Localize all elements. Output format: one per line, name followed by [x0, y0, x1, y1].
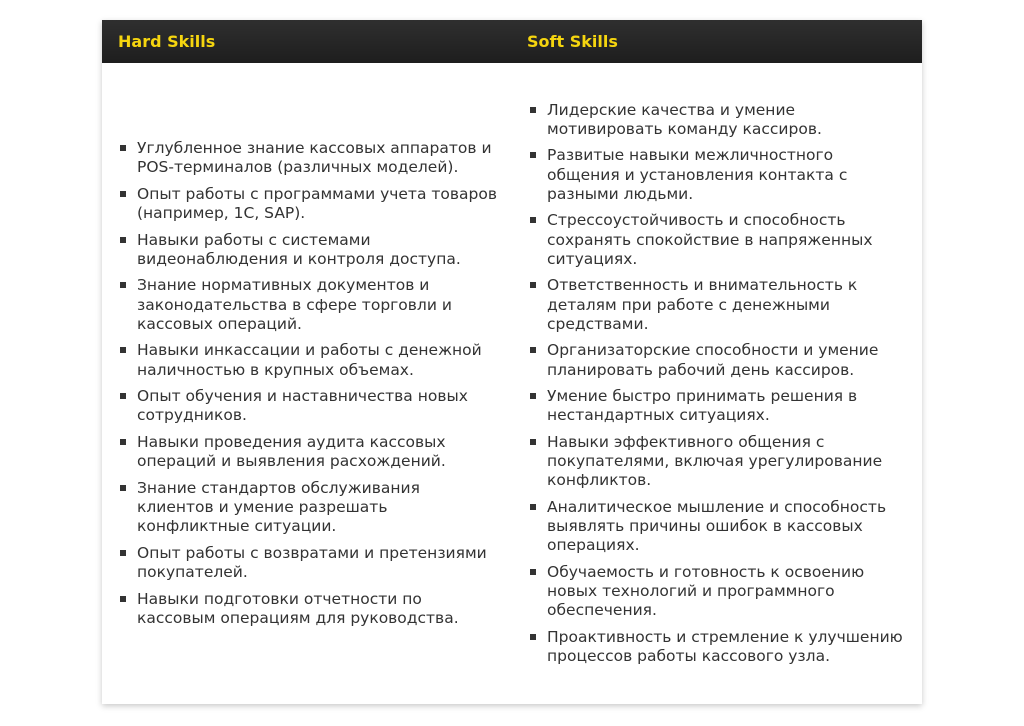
square-bullet-icon: [530, 152, 536, 158]
square-bullet-icon: [530, 504, 536, 510]
list-item-text: Опыт работы с возвратами и претензиями покупателей.: [137, 543, 487, 581]
list-item-text: Навыки подготовки отчетности по кассовым операциям для руководства.: [137, 589, 459, 627]
list-item: [118, 590, 498, 628]
list-item-text: Навыки инкассации и работы с денежной наличностью в крупных объемах.: [137, 341, 482, 379]
list-item-text: Развитые навыки межличностного общения и установления контакта с разными людьми.: [547, 146, 848, 203]
square-bullet-icon: [530, 107, 536, 113]
square-bullet-icon: [530, 217, 536, 223]
list-item-text: Опыт работы с программами учета товаров (например, 1С, SAP).: [137, 184, 497, 222]
list-item: [118, 185, 498, 223]
square-bullet-icon: [530, 282, 536, 288]
list-item-text: Знание стандартов обслуживания клиентов и умение разрешать конфликтные ситуации.: [137, 478, 420, 536]
list-item-text: Стрессоустойчивость и способность сохранять спокойствие в напряженных ситуациях.: [547, 211, 873, 268]
square-bullet-icon: [530, 347, 536, 353]
list-item: [118, 387, 498, 425]
list-item-text: Навыки эффективного общения с покупателями, включая урегулирование конфликтов.: [547, 432, 883, 490]
square-bullet-icon: [530, 439, 536, 445]
list-item-text: Обучаемость и готовность к освоению новых технологий и программного обеспечения.: [547, 562, 865, 620]
list-item: [528, 341, 908, 379]
square-bullet-icon: [530, 634, 536, 640]
list-item: [528, 433, 908, 491]
soft-skills-column: [528, 63, 908, 704]
list-item: [528, 211, 908, 269]
square-bullet-icon: [120, 191, 126, 197]
list-item-text: Навыки проведения аудита кассовых операций и выявления расхождений.: [137, 432, 446, 471]
list-item-text: Умение быстро принимать решения в нестандартных ситуациях.: [547, 387, 858, 425]
square-bullet-icon: [120, 282, 126, 288]
table-header: [102, 20, 922, 63]
hard-skills-list: [118, 139, 498, 628]
list-item: [528, 101, 908, 139]
list-item-text: Ответственность и внимательность к деталям при работе с денежными средствами.: [547, 276, 858, 333]
square-bullet-icon: [120, 485, 126, 491]
hard-skills-heading: Hard Skills: [118, 32, 216, 51]
square-bullet-icon: [120, 145, 126, 151]
list-item-text: Лидерские качества и умение мотивировать команду кассиров.: [547, 100, 822, 138]
skills-table: [102, 20, 922, 704]
list-item-text: Навыки работы с системами видеонаблюдения и контроля доступа.: [137, 230, 461, 268]
list-item-text: Организаторские способности и умение планировать рабочий день кассиров.: [547, 341, 879, 379]
square-bullet-icon: [120, 393, 126, 399]
list-item-text: Знание нормативных документов и законодательства в сфере торговли и кассовых операций.: [137, 276, 452, 333]
list-item-text: Опыт обучения и наставничества новых сотрудников.: [137, 387, 468, 425]
hard-skills-column: [118, 63, 498, 704]
square-bullet-icon: [120, 237, 126, 243]
square-bullet-icon: [120, 550, 126, 556]
list-item: [118, 231, 498, 269]
list-item-text: Аналитическое мышление и способность выявлять причины ошибок в кассовых операциях.: [547, 497, 887, 555]
list-item: [528, 387, 908, 425]
list-item: [528, 276, 908, 334]
square-bullet-icon: [120, 596, 126, 602]
square-bullet-icon: [120, 439, 126, 445]
list-item: [118, 139, 498, 177]
list-item-text: Проактивность и стремление к улучшению процессов работы кассового узла.: [547, 627, 903, 666]
list-item: [118, 544, 498, 582]
square-bullet-icon: [530, 393, 536, 399]
list-item: [118, 433, 498, 471]
square-bullet-icon: [120, 347, 126, 353]
soft-skills-list: [528, 101, 908, 667]
list-item: [528, 498, 908, 556]
list-item: [528, 563, 908, 621]
soft-skills-heading: Soft Skills: [527, 32, 618, 51]
list-item-text: Углубленное знание кассовых аппаратов и POS-терминалов (различных моделей).: [137, 139, 492, 177]
list-item: [118, 479, 498, 537]
list-item: [528, 146, 908, 204]
list-item: [118, 341, 498, 379]
square-bullet-icon: [530, 569, 536, 575]
list-item: [528, 628, 908, 666]
list-item: [118, 276, 498, 334]
